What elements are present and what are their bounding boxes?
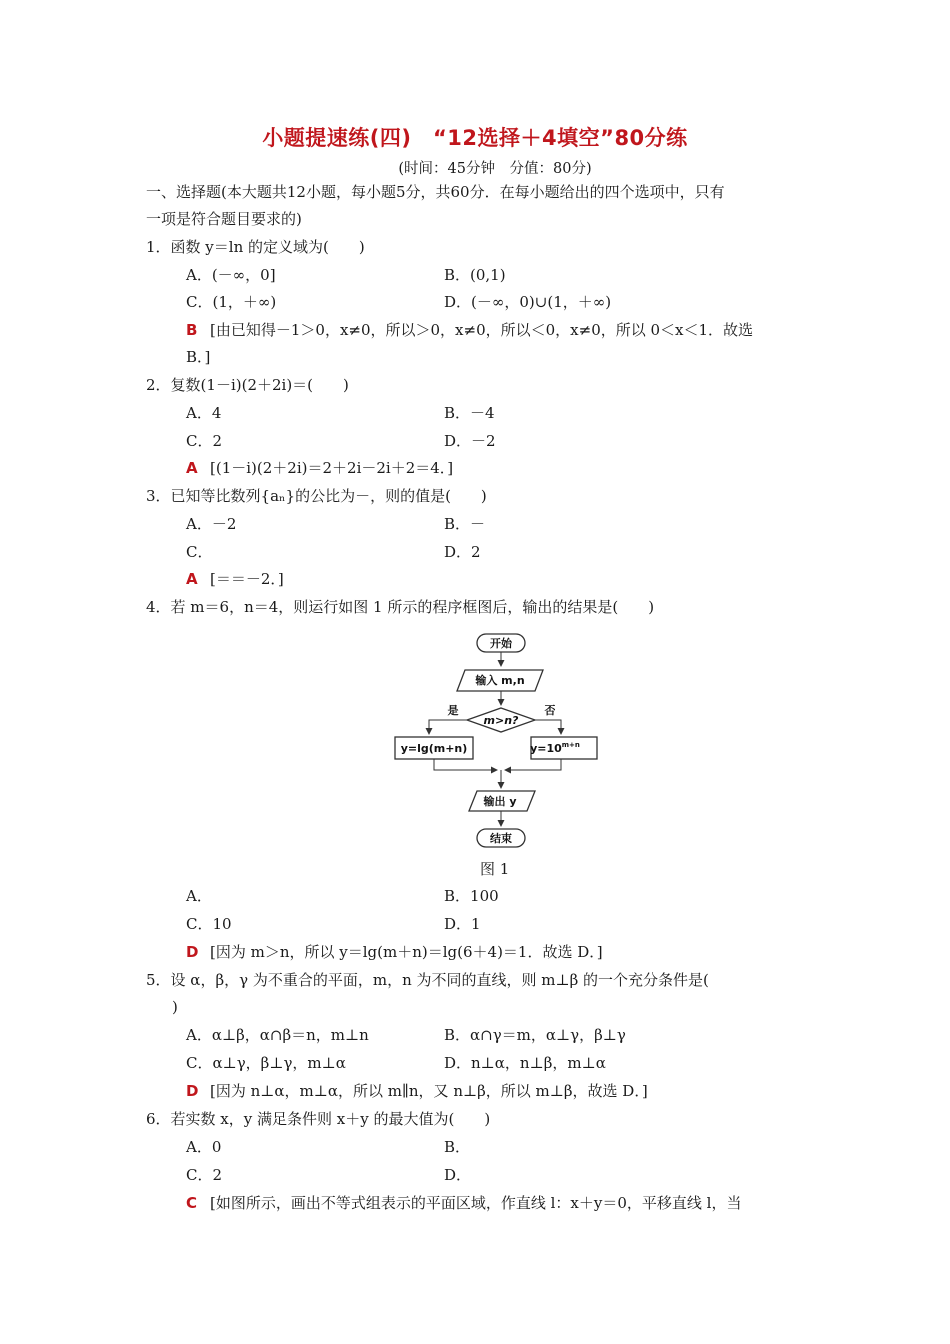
flowchart (385, 628, 615, 854)
q5-answer: D (186, 1082, 199, 1100)
q3-solution: [＝＝－2．] (210, 570, 284, 588)
section-heading-cont: 一项是符合题目要求的) (146, 210, 302, 228)
q2-stem: 2．复数(1－i)(2＋2i)＝( ) (146, 376, 349, 394)
q4-stem: 4．若 m＝6，n＝4，则运行如图 1 所示的程序框图后，输出的结果是( ) (146, 598, 655, 616)
q2-option-d: D．－2 (444, 432, 496, 450)
q1-option-c: C．(1，＋∞) (186, 293, 277, 311)
q3-option-d: D．2 (444, 543, 481, 561)
q4-option-a: A． (186, 887, 212, 905)
q1-stem: 1．函数 y＝ln 的定义域为( ) (146, 238, 365, 256)
flow-condition-label: m>n? (483, 714, 519, 727)
flow-right-exponent: m+n (561, 741, 580, 749)
q4-option-b: B．100 (444, 887, 499, 905)
q2-option-a: A．4 (186, 404, 222, 422)
q3-answer: A (186, 570, 198, 588)
q6-option-c: C．2 (186, 1166, 223, 1184)
q1-option-d: D．(－∞，0)∪(1，＋∞) (444, 293, 612, 311)
section-heading: 一、选择题(本大题共12小题，每小题5分，共60分．在每小题给出的四个选项中，只有 (146, 183, 725, 201)
flow-input-label: 输入 m,n (475, 674, 525, 687)
flow-left-label: y=lg(m+n) (400, 742, 468, 755)
q5-option-d: D．n⊥α，n⊥β，m⊥α (444, 1054, 606, 1072)
q4-solution: [因为 m＞n，所以 y＝lg(m＋n)＝lg(6＋4)＝1．故选 D．] (210, 943, 603, 961)
q3-stem: 3．已知等比数列{aₙ}的公比为－，则的值是( ) (146, 487, 487, 505)
q6-option-d: D． (444, 1166, 472, 1184)
q1-solution-cont: B．] (186, 348, 211, 366)
q5-solution: [因为 n⊥α，m⊥α，所以 m∥n，又 n⊥β，所以 m⊥β，故选 D．] (210, 1082, 648, 1100)
flow-no-label: 否 (544, 704, 556, 717)
svg-text:y=10m+n (530, 741, 580, 755)
page-title: 小题提速练(四) “12选择＋4填空”80分练 (262, 126, 688, 150)
flow-yes-label: 是 (447, 704, 459, 717)
q5-option-c: C．α⊥γ，β⊥γ，m⊥α (186, 1054, 346, 1072)
flow-output-label: 输出 y (483, 795, 517, 808)
q1-solution: [由已知得－1＞0，x≠0，所以＞0，x≠0，所以＜0，x≠0，所以 0＜x＜1．故选 (210, 321, 754, 339)
q2-option-c: C．2 (186, 432, 223, 450)
q3-option-a: A．－2 (186, 515, 237, 533)
figure-caption: 图 1 (480, 860, 510, 878)
q3-option-c: C． (186, 543, 213, 561)
q5-option-a: A．α⊥β，α∩β＝n，m⊥n (186, 1026, 369, 1044)
q5-stem: 5．设 α，β，γ 为不重合的平面，m，n 为不同的直线，则 m⊥β 的一个充分条件是( (146, 971, 709, 989)
q2-solution: [(1－i)(2＋2i)＝2＋2i－2i＋2＝4．] (210, 459, 454, 477)
q4-option-d: D．1 (444, 915, 481, 933)
exam-info: (时间：45分钟 分值：80分) (398, 161, 592, 177)
q1-option-b: B．(0,1) (444, 266, 506, 284)
q6-answer: C (186, 1194, 198, 1212)
flow-end-label: 结束 (490, 832, 512, 845)
q2-answer: A (186, 459, 198, 477)
flow-right-label: y=10 (530, 742, 562, 755)
q1-option-a: A．(－∞，0] (186, 266, 276, 284)
q3-option-b: B．－ (444, 515, 486, 533)
q4-option-c: C．10 (186, 915, 232, 933)
q6-solution: [如图所示，画出不等式组表示的平面区域，作直线 l：x＋y＝0，平移直线 l，当 (210, 1194, 742, 1212)
q5-option-b: B．α∩γ＝m，α⊥γ，β⊥γ (444, 1026, 626, 1044)
q1-answer: B (186, 321, 198, 339)
q6-option-b: B． (444, 1138, 471, 1156)
q5-stem-cont: ) (172, 998, 178, 1016)
flow-start-label: 开始 (490, 637, 512, 650)
q4-answer: D (186, 943, 199, 961)
q6-option-a: A．0 (186, 1138, 222, 1156)
q6-stem: 6．若实数 x，y 满足条件则 x＋y 的最大值为( ) (146, 1110, 491, 1128)
q2-option-b: B．－4 (444, 404, 495, 422)
